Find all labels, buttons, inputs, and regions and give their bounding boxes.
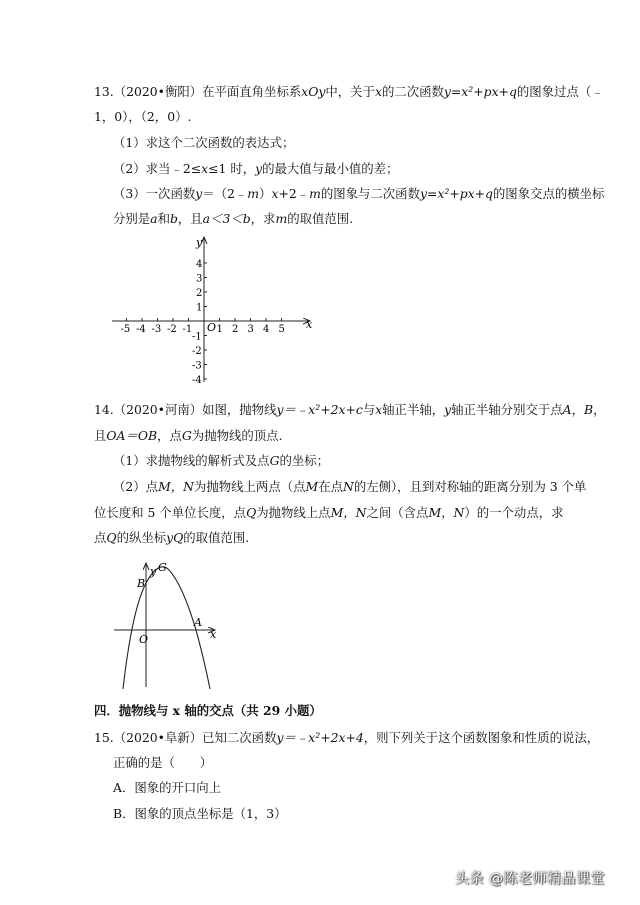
y-tick-label: -4 <box>192 375 202 386</box>
q13-line1: 13.（2020•衡阳）在平面直角坐标系xOy中，关于x的二次函数y=x²+px+q的图象过点（﹣ <box>94 84 604 99</box>
y-axis-label: y <box>196 236 203 249</box>
q15-line1: 15.（2020•阜新）已知二次函数y＝﹣x²+2x+4，则下列关于这个函数图象和性质的说法， <box>94 730 600 745</box>
x-tick-label: 1 <box>216 324 223 335</box>
point-g-label: G <box>158 561 167 574</box>
q14-part2-line3: 点Q的纵坐标yQ的取值范围. <box>94 530 250 545</box>
q14-line2: 且OA＝OB，点G为抛物线的顶点. <box>94 428 283 443</box>
q15-line2: 正确的是（ ） <box>113 755 213 770</box>
x-tick-label: -1 <box>182 324 193 335</box>
x-tick-label: -5 <box>120 324 131 335</box>
q15-option-b: B．图象的顶点坐标是（1，3） <box>113 806 287 821</box>
q13-part3-line2: 分别是a和b，且a＜3＜b，求m的取值范围. <box>113 211 354 226</box>
x-tick-label: -2 <box>167 324 177 335</box>
section-heading: 四．抛物线与 x 轴的交点（共 29 小题） <box>94 703 322 718</box>
x-tick-label: 4 <box>263 324 270 335</box>
y-tick-label: 3 <box>196 273 203 285</box>
q13-coordinate-axes <box>110 234 325 386</box>
origin-label: O <box>207 321 217 334</box>
y-tick-label: 4 <box>196 259 203 270</box>
y-tick-label: 1 <box>196 302 203 314</box>
watermark-text: 头条 @陈老师精品课堂 <box>455 871 605 887</box>
q14-part1: （1）求抛物线的解析式及点G的坐标； <box>113 453 330 468</box>
y-tick-label: 2 <box>196 288 203 299</box>
x-axis-label: x <box>210 628 217 641</box>
q13-part2: （2）求当﹣2≤x≤1 时，y的最大值与最小值的差； <box>113 161 399 176</box>
point-b-label: B <box>137 577 146 590</box>
x-tick-label: -4 <box>136 324 146 335</box>
q13-part1: （1）求这个二次函数的表达式； <box>113 135 295 150</box>
origin-label: O <box>139 633 149 646</box>
x-tick-label: -3 <box>151 324 162 335</box>
q15-option-a: A．图象的开口向上 <box>113 780 222 795</box>
x-tick-label: 3 <box>247 324 254 335</box>
y-axis-label: y <box>150 565 157 578</box>
y-tick-label: -1 <box>192 331 202 343</box>
y-tick-label: -3 <box>192 360 202 372</box>
x-tick-label: 2 <box>232 324 239 335</box>
x-tick-label: 5 <box>278 324 285 335</box>
y-tick-label: -2 <box>192 346 202 357</box>
q14-part2-line1: （2）点M，N为抛物线上两点（点M在点N的左侧），且到对称轴的距离分别为 3 个单 <box>113 479 587 494</box>
q13-line2: 1，0），（2，0）. <box>94 109 192 124</box>
q14-line1: 14.（2020•河南）如图，抛物线y＝﹣x²+2x+c与x轴正半轴，y轴正半轴分别交于点A，B， <box>94 402 606 417</box>
q14-part2-line2: 位长度和 5 个单位长度，点Q为抛物线上点M，N之间（含点M，N）的一个动点，求 <box>94 505 564 520</box>
x-axis-label: x <box>306 318 313 331</box>
q13-part3-line1: （3）一次函数y＝（2﹣m）x+2﹣m的图象与二次函数y=x²+px+q的图象交点的横坐标 <box>113 186 605 201</box>
point-a-label: A <box>194 616 202 629</box>
q14-parabola-figure <box>110 555 230 693</box>
